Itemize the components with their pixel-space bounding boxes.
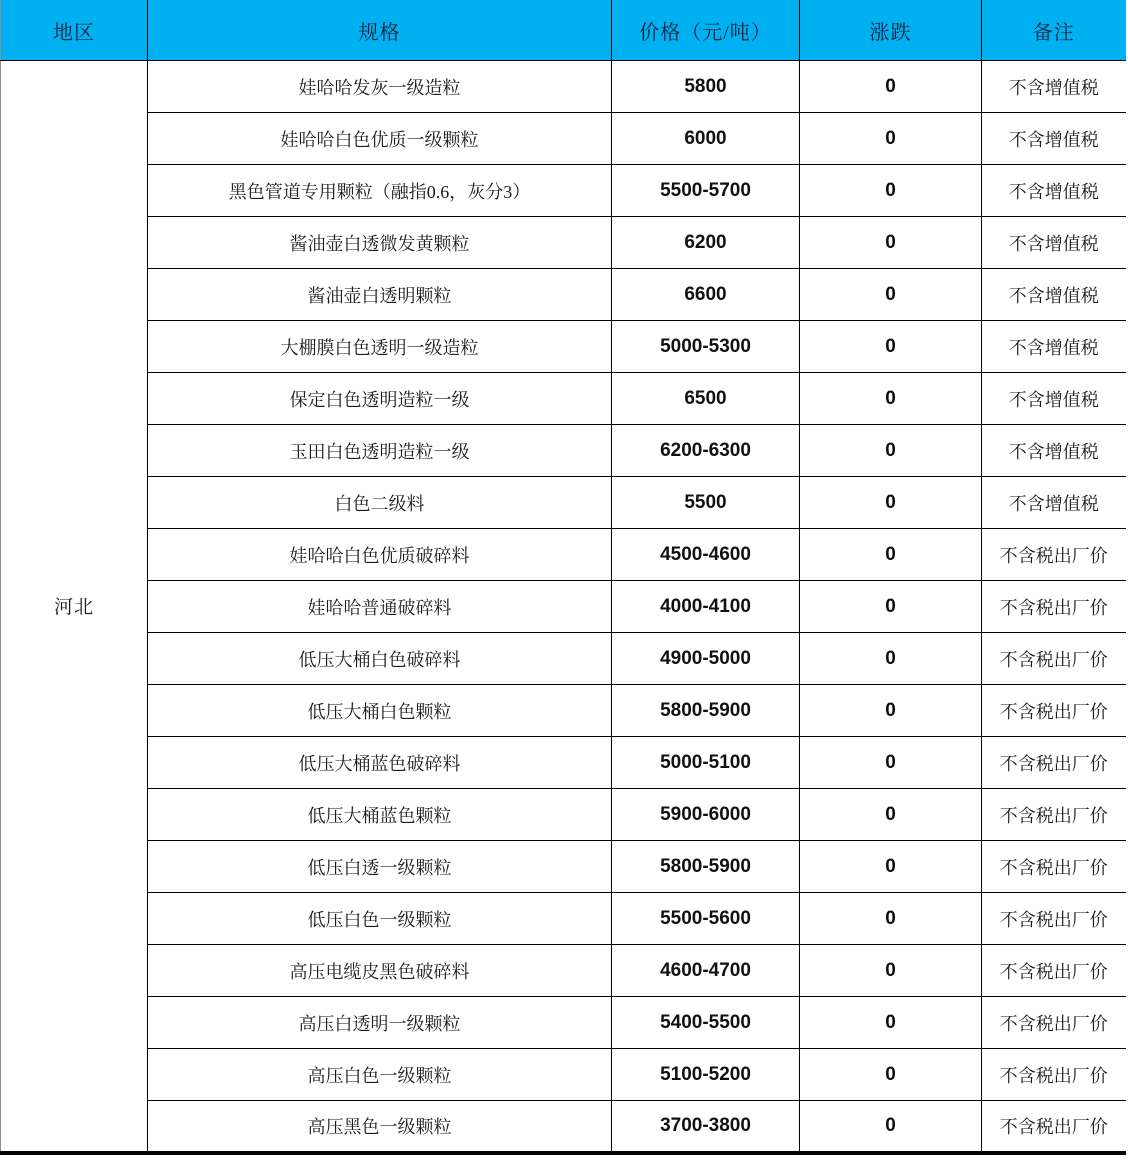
spec-cell: 大棚膜白色透明一级造粒: [148, 321, 612, 373]
note-cell: 不含增值税: [982, 477, 1126, 529]
note-cell: 不含增值税: [982, 425, 1126, 477]
table-row: [1, 321, 1126, 373]
spec-cell: 低压大桶蓝色破碎料: [148, 737, 612, 789]
spec-cell: 低压白色一级颗粒: [148, 893, 612, 945]
change-cell: 0: [800, 1049, 982, 1101]
spec-cell: 低压大桶白色破碎料: [148, 633, 612, 685]
change-cell: 0: [800, 841, 982, 893]
price-cell: 5400-5500: [612, 997, 800, 1049]
change-cell: 0: [800, 269, 982, 321]
price-cell: 6500: [612, 373, 800, 425]
change-cell: 0: [800, 321, 982, 373]
change-cell: 0: [800, 997, 982, 1049]
note-cell: 不含税出厂价: [982, 1049, 1126, 1101]
table-row: [1, 1049, 1126, 1101]
table-row: [1, 841, 1126, 893]
spec-cell: 娃哈哈白色优质一级颗粒: [148, 113, 612, 165]
spec-cell: 黑色管道专用颗粒（融指0.6，灰分3）: [148, 165, 612, 217]
table-row: [1, 633, 1126, 685]
header-cell-region: 地区: [1, 0, 148, 61]
table-row: [1, 113, 1126, 165]
table-row: [1, 685, 1126, 737]
change-cell: 0: [800, 217, 982, 269]
spec-cell: 低压大桶蓝色颗粒: [148, 789, 612, 841]
header-cell-change: 涨跌: [800, 0, 982, 61]
table-row: [1, 1101, 1126, 1153]
price-cell: 5800: [612, 61, 800, 113]
price-cell: 5000-5300: [612, 321, 800, 373]
note-cell: 不含税出厂价: [982, 685, 1126, 737]
table-body: [1, 61, 1126, 1153]
table-row: [1, 789, 1126, 841]
change-cell: 0: [800, 685, 982, 737]
spec-cell: 高压白透明一级颗粒: [148, 997, 612, 1049]
change-cell: 0: [800, 425, 982, 477]
table-header: [1, 0, 1126, 61]
note-cell: 不含税出厂价: [982, 997, 1126, 1049]
spec-cell: 保定白色透明造粒一级: [148, 373, 612, 425]
price-cell: 5500: [612, 477, 800, 529]
note-cell: 不含税出厂价: [982, 581, 1126, 633]
spec-cell: 娃哈哈普通破碎料: [148, 581, 612, 633]
price-cell: 5500-5700: [612, 165, 800, 217]
price-cell: 6000: [612, 113, 800, 165]
header-row: [1, 0, 1126, 61]
change-cell: 0: [800, 529, 982, 581]
note-cell: 不含税出厂价: [982, 529, 1126, 581]
note-cell: 不含税出厂价: [982, 737, 1126, 789]
price-cell: 5500-5600: [612, 893, 800, 945]
note-cell: 不含增值税: [982, 165, 1126, 217]
price-cell: 4000-4100: [612, 581, 800, 633]
table-row: [1, 373, 1126, 425]
spec-cell: 娃哈哈白色优质破碎料: [148, 529, 612, 581]
note-cell: 不含增值税: [982, 113, 1126, 165]
table-row: [1, 165, 1126, 217]
change-cell: 0: [800, 165, 982, 217]
change-cell: 0: [800, 373, 982, 425]
price-cell: 5100-5200: [612, 1049, 800, 1101]
spec-cell: 低压白透一级颗粒: [148, 841, 612, 893]
spec-cell: 高压电缆皮黑色破碎料: [148, 945, 612, 997]
change-cell: 0: [800, 113, 982, 165]
spec-cell: 高压黑色一级颗粒: [148, 1101, 612, 1153]
spec-cell: 酱油壶白透明颗粒: [148, 269, 612, 321]
header-cell-price: 价格（元/吨）: [612, 0, 800, 61]
change-cell: 0: [800, 737, 982, 789]
change-cell: 0: [800, 789, 982, 841]
change-cell: 0: [800, 1101, 982, 1153]
price-cell: 5000-5100: [612, 737, 800, 789]
price-cell: 6200: [612, 217, 800, 269]
note-cell: 不含增值税: [982, 61, 1126, 113]
note-cell: 不含增值税: [982, 269, 1126, 321]
note-cell: 不含税出厂价: [982, 789, 1126, 841]
table-row: [1, 477, 1126, 529]
price-cell: 5800-5900: [612, 685, 800, 737]
table-row: [1, 61, 1126, 113]
change-cell: 0: [800, 893, 982, 945]
table-row: [1, 529, 1126, 581]
table-row: [1, 425, 1126, 477]
price-cell: 5900-6000: [612, 789, 800, 841]
region-cell: 河北: [1, 61, 148, 1153]
spec-cell: 低压大桶白色颗粒: [148, 685, 612, 737]
change-cell: 0: [800, 633, 982, 685]
spec-cell: 白色二级料: [148, 477, 612, 529]
note-cell: 不含税出厂价: [982, 893, 1126, 945]
price-cell: 6200-6300: [612, 425, 800, 477]
note-cell: 不含增值税: [982, 373, 1126, 425]
note-cell: 不含税出厂价: [982, 1101, 1126, 1153]
change-cell: 0: [800, 61, 982, 113]
note-cell: 不含税出厂价: [982, 841, 1126, 893]
spec-cell: 玉田白色透明造粒一级: [148, 425, 612, 477]
price-cell: 6600: [612, 269, 800, 321]
price-cell: 4500-4600: [612, 529, 800, 581]
spec-cell: 高压白色一级颗粒: [148, 1049, 612, 1101]
change-cell: 0: [800, 477, 982, 529]
change-cell: 0: [800, 945, 982, 997]
table-row: [1, 893, 1126, 945]
spec-cell: 酱油壶白透微发黄颗粒: [148, 217, 612, 269]
note-cell: 不含增值税: [982, 321, 1126, 373]
table-row: [1, 945, 1126, 997]
price-cell: 4600-4700: [612, 945, 800, 997]
price-cell: 5800-5900: [612, 841, 800, 893]
spec-cell: 娃哈哈发灰一级造粒: [148, 61, 612, 113]
header-cell-note: 备注: [982, 0, 1126, 61]
price-cell: 4900-5000: [612, 633, 800, 685]
note-cell: 不含税出厂价: [982, 633, 1126, 685]
change-cell: 0: [800, 581, 982, 633]
header-cell-spec: 规格: [148, 0, 612, 61]
table-row: [1, 581, 1126, 633]
table-row: [1, 269, 1126, 321]
table-row: [1, 217, 1126, 269]
price-cell: 3700-3800: [612, 1101, 800, 1153]
note-cell: 不含税出厂价: [982, 945, 1126, 997]
table-row: [1, 997, 1126, 1049]
table-row: [1, 737, 1126, 789]
note-cell: 不含增值税: [982, 217, 1126, 269]
